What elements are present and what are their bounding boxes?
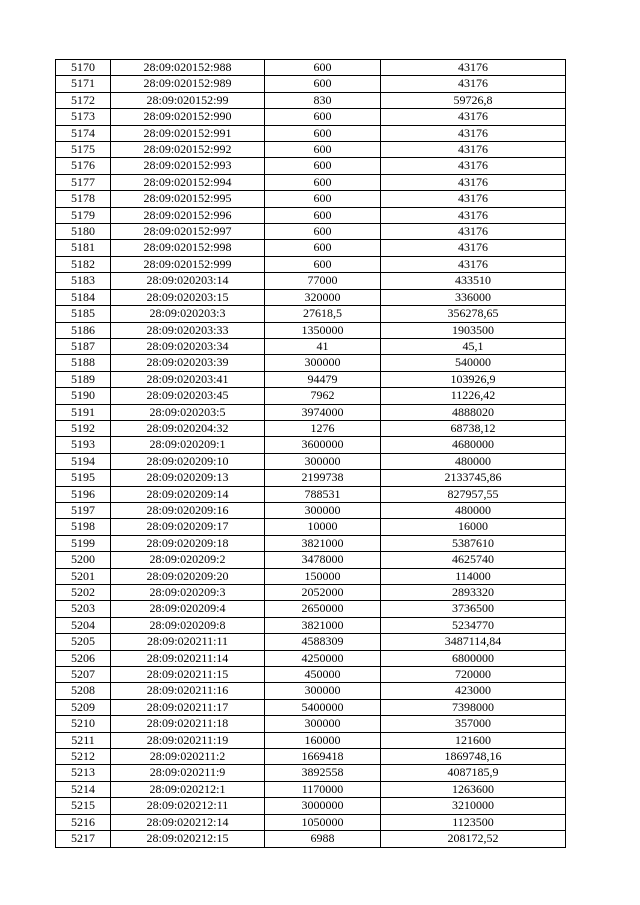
table-row bbox=[56, 486, 566, 502]
area-cell: 300000 bbox=[265, 683, 381, 699]
value-cell: 16000 bbox=[381, 519, 566, 535]
row-number-cell: 5204 bbox=[56, 617, 111, 633]
row-number-cell: 5179 bbox=[56, 207, 111, 223]
cadastral-number-cell: 28:09:020209:18 bbox=[111, 535, 265, 551]
area-cell: 788531 bbox=[265, 486, 381, 502]
table-row bbox=[56, 256, 566, 272]
value-cell: 357000 bbox=[381, 716, 566, 732]
table-row bbox=[56, 371, 566, 387]
area-cell: 300000 bbox=[265, 502, 381, 518]
cadastral-number-cell: 28:09:020209:20 bbox=[111, 568, 265, 584]
row-number-cell: 5188 bbox=[56, 355, 111, 371]
value-cell: 720000 bbox=[381, 667, 566, 683]
value-cell: 59726,8 bbox=[381, 92, 566, 108]
value-cell: 5234770 bbox=[381, 617, 566, 633]
value-cell: 5387610 bbox=[381, 535, 566, 551]
value-cell: 68738,12 bbox=[381, 420, 566, 436]
table-row bbox=[56, 585, 566, 601]
row-number-cell: 5215 bbox=[56, 798, 111, 814]
row-number-cell: 5201 bbox=[56, 568, 111, 584]
row-number-cell: 5184 bbox=[56, 289, 111, 305]
cadastral-number-cell: 28:09:020152:99 bbox=[111, 92, 265, 108]
area-cell: 6988 bbox=[265, 831, 381, 847]
cadastral-number-cell: 28:09:020211:18 bbox=[111, 716, 265, 732]
value-cell: 3210000 bbox=[381, 798, 566, 814]
value-cell: 1903500 bbox=[381, 322, 566, 338]
row-number-cell: 5187 bbox=[56, 338, 111, 354]
row-number-cell: 5200 bbox=[56, 552, 111, 568]
area-cell: 3478000 bbox=[265, 552, 381, 568]
value-cell: 356278,65 bbox=[381, 306, 566, 322]
value-cell: 43176 bbox=[381, 109, 566, 125]
value-cell: 4888020 bbox=[381, 404, 566, 420]
row-number-cell: 5207 bbox=[56, 667, 111, 683]
row-number-cell: 5216 bbox=[56, 814, 111, 830]
row-number-cell: 5178 bbox=[56, 191, 111, 207]
value-cell: 11226,42 bbox=[381, 388, 566, 404]
row-number-cell: 5205 bbox=[56, 634, 111, 650]
cadastral-number-cell: 28:09:020212:14 bbox=[111, 814, 265, 830]
row-number-cell: 5211 bbox=[56, 732, 111, 748]
area-cell: 2052000 bbox=[265, 585, 381, 601]
table-row bbox=[56, 798, 566, 814]
row-number-cell: 5193 bbox=[56, 437, 111, 453]
area-cell: 4250000 bbox=[265, 650, 381, 666]
area-cell: 450000 bbox=[265, 667, 381, 683]
table-row bbox=[56, 634, 566, 650]
cadastral-number-cell: 28:09:020152:992 bbox=[111, 142, 265, 158]
value-cell: 4680000 bbox=[381, 437, 566, 453]
cadastral-number-cell: 28:09:020209:14 bbox=[111, 486, 265, 502]
cadastral-number-cell: 28:09:020203:14 bbox=[111, 273, 265, 289]
value-cell: 1263600 bbox=[381, 781, 566, 797]
cadastral-number-cell: 28:09:020203:33 bbox=[111, 322, 265, 338]
row-number-cell: 5206 bbox=[56, 650, 111, 666]
area-cell: 830 bbox=[265, 92, 381, 108]
cadastral-number-cell: 28:09:020211:9 bbox=[111, 765, 265, 781]
area-cell: 160000 bbox=[265, 732, 381, 748]
row-number-cell: 5213 bbox=[56, 765, 111, 781]
cadastral-number-cell: 28:09:020203:15 bbox=[111, 289, 265, 305]
row-number-cell: 5202 bbox=[56, 585, 111, 601]
table-row bbox=[56, 437, 566, 453]
cadastral-number-cell: 28:09:020152:994 bbox=[111, 174, 265, 190]
cadastral-number-cell: 28:09:020152:993 bbox=[111, 158, 265, 174]
cadastral-number-cell: 28:09:020211:2 bbox=[111, 749, 265, 765]
cadastral-number-cell: 28:09:020211:16 bbox=[111, 683, 265, 699]
value-cell: 540000 bbox=[381, 355, 566, 371]
area-cell: 600 bbox=[265, 224, 381, 240]
area-cell: 600 bbox=[265, 174, 381, 190]
area-cell: 600 bbox=[265, 142, 381, 158]
area-cell: 1669418 bbox=[265, 749, 381, 765]
cadastral-number-cell: 28:09:020212:15 bbox=[111, 831, 265, 847]
area-cell: 27618,5 bbox=[265, 306, 381, 322]
row-number-cell: 5171 bbox=[56, 76, 111, 92]
row-number-cell: 5189 bbox=[56, 371, 111, 387]
table-row bbox=[56, 191, 566, 207]
row-number-cell: 5197 bbox=[56, 502, 111, 518]
value-cell: 2133745,86 bbox=[381, 470, 566, 486]
area-cell: 600 bbox=[265, 60, 381, 76]
value-cell: 4087185,9 bbox=[381, 765, 566, 781]
row-number-cell: 5203 bbox=[56, 601, 111, 617]
area-cell: 3974000 bbox=[265, 404, 381, 420]
area-cell: 600 bbox=[265, 207, 381, 223]
cadastral-number-cell: 28:09:020203:45 bbox=[111, 388, 265, 404]
table-row bbox=[56, 289, 566, 305]
row-number-cell: 5214 bbox=[56, 781, 111, 797]
area-cell: 3600000 bbox=[265, 437, 381, 453]
table-row bbox=[56, 568, 566, 584]
table-row bbox=[56, 109, 566, 125]
table-row bbox=[56, 224, 566, 240]
row-number-cell: 5174 bbox=[56, 125, 111, 141]
value-cell: 43176 bbox=[381, 240, 566, 256]
row-number-cell: 5181 bbox=[56, 240, 111, 256]
table-row bbox=[56, 535, 566, 551]
table-row bbox=[56, 831, 566, 847]
value-cell: 121600 bbox=[381, 732, 566, 748]
table-row bbox=[56, 92, 566, 108]
area-cell: 150000 bbox=[265, 568, 381, 584]
row-number-cell: 5185 bbox=[56, 306, 111, 322]
area-cell: 94479 bbox=[265, 371, 381, 387]
cadastral-number-cell: 28:09:020211:11 bbox=[111, 634, 265, 650]
row-number-cell: 5173 bbox=[56, 109, 111, 125]
area-cell: 5400000 bbox=[265, 699, 381, 715]
value-cell: 827957,55 bbox=[381, 486, 566, 502]
value-cell: 208172,52 bbox=[381, 831, 566, 847]
row-number-cell: 5175 bbox=[56, 142, 111, 158]
row-number-cell: 5177 bbox=[56, 174, 111, 190]
row-number-cell: 5212 bbox=[56, 749, 111, 765]
row-number-cell: 5196 bbox=[56, 486, 111, 502]
value-cell: 43176 bbox=[381, 158, 566, 174]
value-cell: 45,1 bbox=[381, 338, 566, 354]
table-row bbox=[56, 60, 566, 76]
cadastral-number-cell: 28:09:020211:19 bbox=[111, 732, 265, 748]
table-row bbox=[56, 420, 566, 436]
table-body bbox=[56, 60, 566, 848]
table-row bbox=[56, 355, 566, 371]
table-row bbox=[56, 683, 566, 699]
table-row bbox=[56, 765, 566, 781]
row-number-cell: 5192 bbox=[56, 420, 111, 436]
row-number-cell: 5182 bbox=[56, 256, 111, 272]
table-row bbox=[56, 388, 566, 404]
area-cell: 600 bbox=[265, 109, 381, 125]
table-row bbox=[56, 716, 566, 732]
area-cell: 600 bbox=[265, 158, 381, 174]
row-number-cell: 5176 bbox=[56, 158, 111, 174]
table-row bbox=[56, 125, 566, 141]
value-cell: 43176 bbox=[381, 76, 566, 92]
area-cell: 3821000 bbox=[265, 535, 381, 551]
area-cell: 77000 bbox=[265, 273, 381, 289]
cadastral-number-cell: 28:09:020209:2 bbox=[111, 552, 265, 568]
document-page bbox=[55, 59, 565, 848]
cadastral-number-cell: 28:09:020209:8 bbox=[111, 617, 265, 633]
value-cell: 6800000 bbox=[381, 650, 566, 666]
area-cell: 4588309 bbox=[265, 634, 381, 650]
table-row bbox=[56, 142, 566, 158]
table-row bbox=[56, 617, 566, 633]
table-row bbox=[56, 667, 566, 683]
cadastral-number-cell: 28:09:020209:17 bbox=[111, 519, 265, 535]
value-cell: 3487114,84 bbox=[381, 634, 566, 650]
area-cell: 1050000 bbox=[265, 814, 381, 830]
area-cell: 7962 bbox=[265, 388, 381, 404]
area-cell: 1350000 bbox=[265, 322, 381, 338]
table-row bbox=[56, 814, 566, 830]
table-row bbox=[56, 749, 566, 765]
cadastral-number-cell: 28:09:020203:34 bbox=[111, 338, 265, 354]
data-table bbox=[55, 59, 566, 848]
cadastral-number-cell: 28:09:020209:4 bbox=[111, 601, 265, 617]
cadastral-number-cell: 28:09:020152:991 bbox=[111, 125, 265, 141]
area-cell: 1276 bbox=[265, 420, 381, 436]
table-row bbox=[56, 174, 566, 190]
area-cell: 3000000 bbox=[265, 798, 381, 814]
value-cell: 43176 bbox=[381, 60, 566, 76]
cadastral-number-cell: 28:09:020209:10 bbox=[111, 453, 265, 469]
value-cell: 1123500 bbox=[381, 814, 566, 830]
row-number-cell: 5180 bbox=[56, 224, 111, 240]
table-row bbox=[56, 601, 566, 617]
value-cell: 433510 bbox=[381, 273, 566, 289]
table-row bbox=[56, 781, 566, 797]
value-cell: 2893320 bbox=[381, 585, 566, 601]
value-cell: 7398000 bbox=[381, 699, 566, 715]
table-row bbox=[56, 404, 566, 420]
value-cell: 43176 bbox=[381, 174, 566, 190]
row-number-cell: 5198 bbox=[56, 519, 111, 535]
row-number-cell: 5183 bbox=[56, 273, 111, 289]
value-cell: 336000 bbox=[381, 289, 566, 305]
row-number-cell: 5191 bbox=[56, 404, 111, 420]
value-cell: 43176 bbox=[381, 191, 566, 207]
area-cell: 600 bbox=[265, 125, 381, 141]
table-row bbox=[56, 519, 566, 535]
area-cell: 600 bbox=[265, 240, 381, 256]
row-number-cell: 5172 bbox=[56, 92, 111, 108]
cadastral-number-cell: 28:09:020152:989 bbox=[111, 76, 265, 92]
table-row bbox=[56, 207, 566, 223]
row-number-cell: 5195 bbox=[56, 470, 111, 486]
table-row bbox=[56, 158, 566, 174]
table-row bbox=[56, 453, 566, 469]
cadastral-number-cell: 28:09:020211:17 bbox=[111, 699, 265, 715]
value-cell: 3736500 bbox=[381, 601, 566, 617]
value-cell: 43176 bbox=[381, 256, 566, 272]
value-cell: 1869748,16 bbox=[381, 749, 566, 765]
value-cell: 43176 bbox=[381, 125, 566, 141]
table-row bbox=[56, 552, 566, 568]
area-cell: 600 bbox=[265, 191, 381, 207]
row-number-cell: 5190 bbox=[56, 388, 111, 404]
row-number-cell: 5199 bbox=[56, 535, 111, 551]
table-row bbox=[56, 240, 566, 256]
area-cell: 300000 bbox=[265, 453, 381, 469]
value-cell: 43176 bbox=[381, 224, 566, 240]
row-number-cell: 5217 bbox=[56, 831, 111, 847]
area-cell: 3892558 bbox=[265, 765, 381, 781]
cadastral-number-cell: 28:09:020152:997 bbox=[111, 224, 265, 240]
value-cell: 43176 bbox=[381, 207, 566, 223]
area-cell: 3821000 bbox=[265, 617, 381, 633]
cadastral-number-cell: 28:09:020204:32 bbox=[111, 420, 265, 436]
value-cell: 114000 bbox=[381, 568, 566, 584]
table-row bbox=[56, 273, 566, 289]
cadastral-number-cell: 28:09:020211:15 bbox=[111, 667, 265, 683]
row-number-cell: 5209 bbox=[56, 699, 111, 715]
area-cell: 320000 bbox=[265, 289, 381, 305]
cadastral-number-cell: 28:09:020209:13 bbox=[111, 470, 265, 486]
area-cell: 600 bbox=[265, 76, 381, 92]
table-row bbox=[56, 322, 566, 338]
value-cell: 423000 bbox=[381, 683, 566, 699]
table-row bbox=[56, 338, 566, 354]
cadastral-number-cell: 28:09:020209:3 bbox=[111, 585, 265, 601]
table-row bbox=[56, 306, 566, 322]
cadastral-number-cell: 28:09:020209:16 bbox=[111, 502, 265, 518]
area-cell: 600 bbox=[265, 256, 381, 272]
value-cell: 4625740 bbox=[381, 552, 566, 568]
cadastral-number-cell: 28:09:020152:996 bbox=[111, 207, 265, 223]
table-row bbox=[56, 76, 566, 92]
value-cell: 43176 bbox=[381, 142, 566, 158]
table-row bbox=[56, 470, 566, 486]
row-number-cell: 5210 bbox=[56, 716, 111, 732]
area-cell: 300000 bbox=[265, 355, 381, 371]
area-cell: 10000 bbox=[265, 519, 381, 535]
cadastral-number-cell: 28:09:020152:988 bbox=[111, 60, 265, 76]
cadastral-number-cell: 28:09:020203:41 bbox=[111, 371, 265, 387]
area-cell: 41 bbox=[265, 338, 381, 354]
cadastral-number-cell: 28:09:020152:990 bbox=[111, 109, 265, 125]
cadastral-number-cell: 28:09:020209:1 bbox=[111, 437, 265, 453]
area-cell: 2199738 bbox=[265, 470, 381, 486]
cadastral-number-cell: 28:09:020152:995 bbox=[111, 191, 265, 207]
area-cell: 1170000 bbox=[265, 781, 381, 797]
value-cell: 103926,9 bbox=[381, 371, 566, 387]
table-row bbox=[56, 502, 566, 518]
cadastral-number-cell: 28:09:020212:1 bbox=[111, 781, 265, 797]
cadastral-number-cell: 28:09:020212:11 bbox=[111, 798, 265, 814]
value-cell: 480000 bbox=[381, 502, 566, 518]
cadastral-number-cell: 28:09:020203:39 bbox=[111, 355, 265, 371]
row-number-cell: 5194 bbox=[56, 453, 111, 469]
cadastral-number-cell: 28:09:020152:998 bbox=[111, 240, 265, 256]
cadastral-number-cell: 28:09:020203:3 bbox=[111, 306, 265, 322]
table-row bbox=[56, 732, 566, 748]
cadastral-number-cell: 28:09:020211:14 bbox=[111, 650, 265, 666]
cadastral-number-cell: 28:09:020152:999 bbox=[111, 256, 265, 272]
area-cell: 300000 bbox=[265, 716, 381, 732]
table-row bbox=[56, 699, 566, 715]
row-number-cell: 5208 bbox=[56, 683, 111, 699]
value-cell: 480000 bbox=[381, 453, 566, 469]
table-row bbox=[56, 650, 566, 666]
row-number-cell: 5170 bbox=[56, 60, 111, 76]
cadastral-number-cell: 28:09:020203:5 bbox=[111, 404, 265, 420]
row-number-cell: 5186 bbox=[56, 322, 111, 338]
area-cell: 2650000 bbox=[265, 601, 381, 617]
